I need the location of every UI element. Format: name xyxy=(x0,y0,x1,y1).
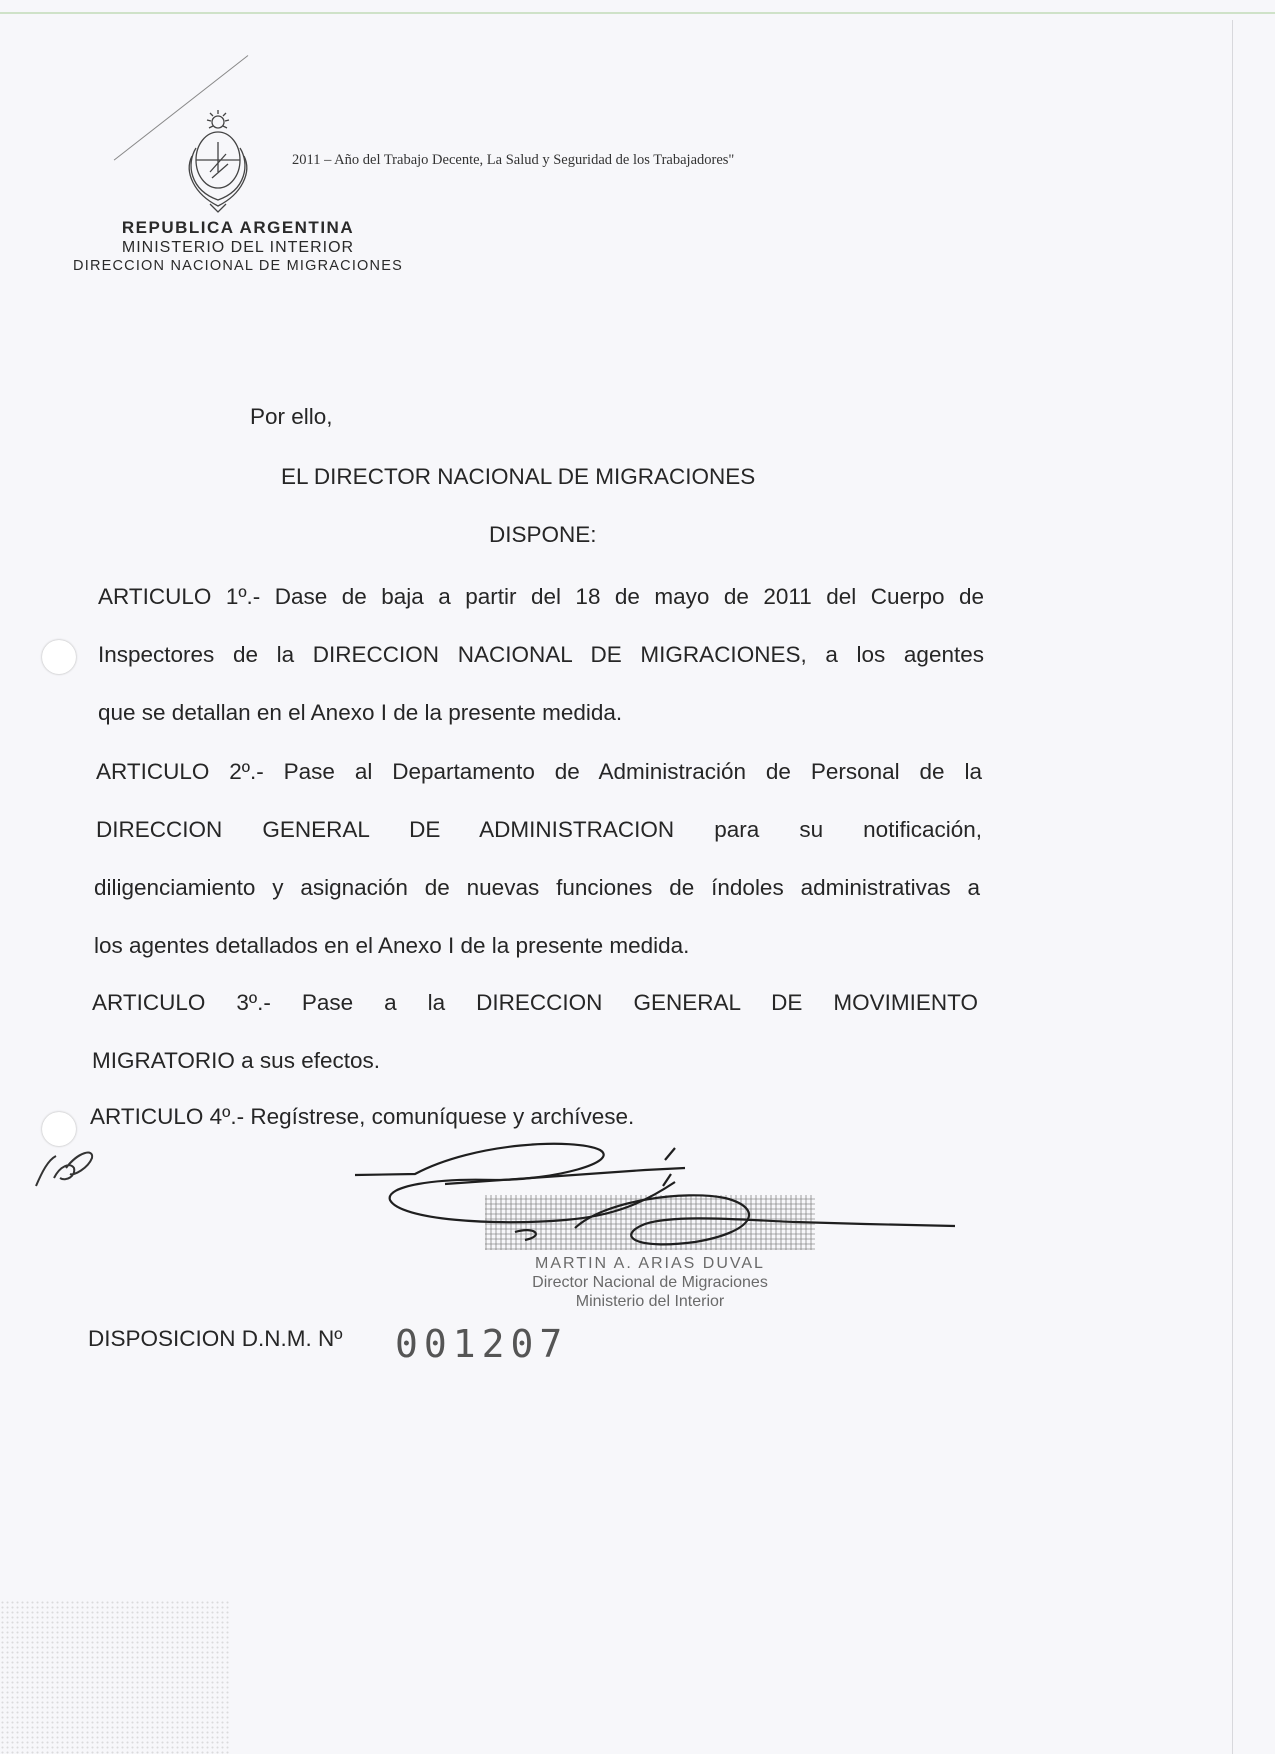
article-1-line-2: Inspectores de la DIRECCION NACIONAL DE MIGRACIONES, a los agentes xyxy=(98,642,984,667)
article-2-line-2: DIRECCION GENERAL DE ADMINISTRACION para su notificación, xyxy=(96,817,982,842)
authority-heading: EL DIRECTOR NACIONAL DE MIGRACIONES xyxy=(281,464,756,489)
scan-right-edge xyxy=(1232,20,1233,1754)
letterhead-ministry: MINISTERIO DEL INTERIOR xyxy=(121,239,355,256)
dispone-heading: DISPONE: xyxy=(489,522,597,547)
article-1-line-3: que se detallan en el Anexo I de la presente medida. xyxy=(98,700,623,725)
scan-top-edge xyxy=(0,12,1275,14)
binder-hole-lower xyxy=(42,1112,76,1146)
article-4-line-1: ARTICULO 4º.- Regístrese, comuníquese y archívese. xyxy=(90,1104,635,1129)
article-1-line-1: ARTICULO 1º.- Dase de baja a partir del 18 de mayo de 2011 del Cuerpo de xyxy=(98,584,984,609)
scan-speckle xyxy=(0,1600,230,1754)
coat-of-arms-icon xyxy=(180,108,256,216)
year-motto: 2011 – Año del Trabajo Decente, La Salud y Seguridad de los Trabajadores" xyxy=(292,152,735,168)
stamp-org: Ministerio del Interior xyxy=(575,1293,725,1310)
binder-hole-upper xyxy=(42,640,76,674)
handwritten-initials xyxy=(30,1138,100,1194)
official-stamp xyxy=(440,1255,860,1311)
letterhead-country: REPUBLICA ARGENTINA xyxy=(121,218,355,237)
disposition-number: 001207 xyxy=(395,1322,569,1366)
disposition-label: DISPOSICION D.N.M. Nº xyxy=(88,1326,343,1351)
article-3-line-1: ARTICULO 3º.- Pase a la DIRECCION GENERAL DE MOVIMIENTO xyxy=(92,990,978,1015)
letterhead xyxy=(38,218,438,274)
article-2-line-1: ARTICULO 2º.- Pase al Departamento de Administración de Personal de la xyxy=(96,759,982,784)
stamp-name: MARTIN A. ARIAS DUVAL xyxy=(535,1255,765,1272)
article-3-line-2: MIGRATORIO a sus efectos. xyxy=(92,1048,380,1073)
letterhead-directorate: DIRECCION NACIONAL DE MIGRACIONES xyxy=(73,258,403,274)
article-2-line-3: diligenciamiento y asignación de nuevas funciones de índoles administrativas a xyxy=(94,875,980,900)
intro-text: Por ello, xyxy=(250,404,333,429)
stamp-role: Director Nacional de Migraciones xyxy=(532,1274,768,1291)
article-2-line-4: los agentes detallados en el Anexo I de la presente medida. xyxy=(94,933,690,958)
